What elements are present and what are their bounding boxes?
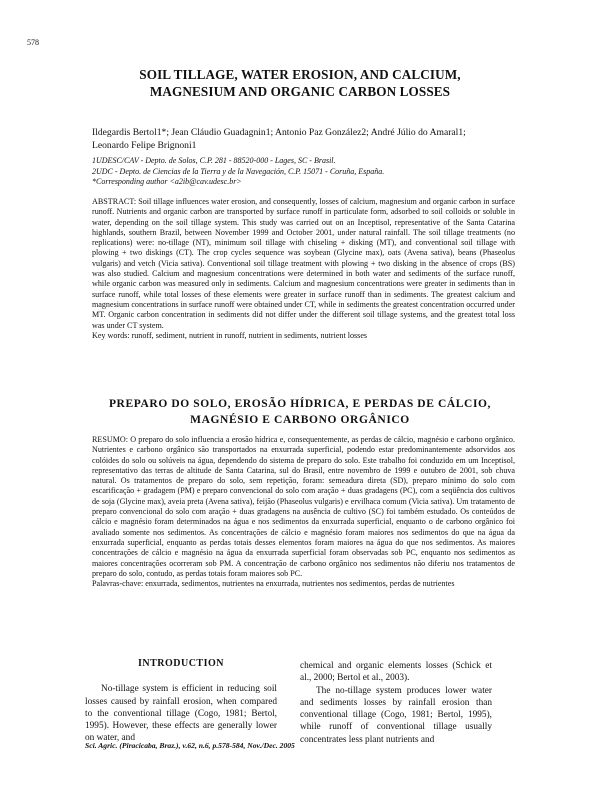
intro-paragraph-1: No-tillage system is efficient in reducing soil losses caused by rainfall erosion, when compared to the conventional tillage (Cogo, 1981; Bertol, 1995). However, these effects are generally lower on water, and: [85, 684, 277, 744]
abstract: [92, 197, 515, 341]
authors-line-2: Leonardo Felipe Brignoni1: [92, 140, 197, 151]
portuguese-title: [90, 397, 510, 428]
affiliation-2: 2UDC - Depto. de Ciencias de la Tierra y de la Navegación, C.P. 15071 - Coruña, España.: [92, 166, 385, 176]
portuguese-title-line-2: MAGNÉSIO E CARBONO ORGÂNICO: [190, 413, 410, 426]
title-line-2: MAGNESIUM AND ORGANIC CARBON LOSSES: [149, 84, 451, 99]
author-list: [92, 126, 522, 152]
abstract-keywords: Key words: runoff, sediment, nutrient in runoff, nutrient in sediments, nutrient losses: [92, 330, 368, 340]
intro-paragraph-1-continued: chemical and organic elements losses (Schick et al., 2000; Bertol et al., 2003).: [300, 661, 492, 684]
section-heading-introduction: INTRODUCTION: [137, 658, 224, 669]
corresponding-author: *Corresponding author <a2ib@cav.udesc.br>: [92, 177, 242, 187]
affiliations: [92, 156, 522, 188]
page-number: 578: [27, 38, 39, 47]
resumo-keywords: Palavras-chave: enxurrada, sedimentos, nutrientes na enxurrada, nutrientes nos sedimentos, perdas de nutrientes: [92, 579, 455, 589]
body-column-right: [300, 660, 492, 746]
authors-line-1: Ildegardis Bertol1*; Jean Cláudio Guadagnin1; Antonio Paz González2; André Júlio do Amaral1;: [92, 127, 466, 138]
paper-title: [60, 66, 540, 100]
journal-footer: Sci. Agric. (Piracicaba, Braz.), v.62, n.6, p.578-584, Nov./Dec. 2005: [85, 741, 295, 750]
portuguese-title-line-1: PREPARO DO SOLO, EROSÃO HÍDRICA, E PERDAS DE CÁLCIO,: [108, 398, 492, 410]
resumo-text: RESUMO: O preparo do solo influencia a erosão hídrica e, consequentemente, as perdas de cálcio, magnésio e carbono orgânico. Nutrientes e carbono orgânico são transportados na enxurrada superficial, podendo estar predominantemente adsorvidos aos colóides do solo ou solúveis na água, dependendo do sistema de preparo do solo. Este trabalho foi conduzido em um Inceptisol, representativo das terras de altitude de Santa Catarina, sul do Brasil, entre novembro de 1999 e outubro de 2001, sob chuva natural. Os tratamentos de preparo do solo, sem repetição, foram: semeadura direta (SD), preparo mínimo do solo com escarificação + gradagem (PM) e preparo convencional do solo com aração + duas gradagens (PC), com a seqüência dos cultivos de soja (Glycine max), aveia preta (Avena sativa), feijão (Phaseolus vulgaris) e ervilhaca comum (Vicia sativa). Um tratamento de preparo convencional do solo com aração + duas gradagens na ausência de cultivo (SC) foi também estudado. Os conteúdos de cálcio e magnésio foram determinados na água e nos sedimentos da enxurrada superficial, enquanto o de carbono orgânico foi avaliado somente nos sedimentos. As concentrações de cálcio e magnésio foram maiores nos sedimentos do que na água da enxurrada superficial, enquanto as perdas totais desses elementos foram maiores na água do que nos sedimentos. As maiores concentrações de cálcio e magnésio na água da enxurrada superficial foram observadas sob PC, enquanto nos sedimentos as maiores concentrações ocorreram sob PM. A concentração de carbono orgânico nos sedimentos não diferiu nos tratamentos de preparo do solo, contudo, as perdas totais foram maiores sob PC.: [92, 435, 515, 578]
title-line-1: SOIL TILLAGE, WATER EROSION, AND CALCIUM,: [139, 67, 461, 82]
body-column-left: [85, 658, 277, 745]
affiliation-1: 1UDESC/CAV - Depto. de Solos, C.P. 281 - 88520-000 - Lages, SC - Brasil.: [92, 156, 336, 165]
abstract-text: ABSTRACT: Soil tillage influences water erosion, and consequently, losses of calcium, magnesium and organic carbon in surface runoff. Nutrients and organic carbon are transported by surface runoff in particulate form, adsorbed to soil colloids or soluble in water, depending on the soil tillage system. This study was carried out on an Inceptisol, representative of the Santa Catarina highlands, southern Brazil, between November 1999 and October 2001, under natural rainfall. The soil tillage treatments (no replications) were: no-tillage (NT), minimum soil tillage with chiseling + disking (MT), and conventional soil tillage with plowing + two diskings (CT). The crop cycles sequence was soybean (Glycine max), oats (Avena sativa), beans (Phaseolus vulgaris) and vetch (Vicia sativa). Conventional soil tillage treatment with plowing + two disking in the absence of crops (BS) was also studied. Calcium and magnesium concentrations were determined in both water and sediments of the surface runoff, while organic carbon was measured only in sediments. Calcium and magnesium concentrations were greater in sediments than in surface runoff, while total losses of these elements were greater in surface runoff than in sediments. The greatest calcium and magnesium concentrations in surface runoff were obtained under CT, while in sediments the greatest concentration occurred under MT. Organic carbon concentration in sediments did not differ under the different soil tillage systems, and the greatest total loss was under CT system.: [92, 197, 515, 330]
intro-paragraph-2: The no-tillage system produces lower water and sediments losses by rainfall erosion than conventional tillage (Cogo, 1981; Bertol, 1995), while runoff of conventional tillage usually concentrates less plant nutrients and: [300, 685, 492, 745]
resumo: [92, 435, 515, 589]
